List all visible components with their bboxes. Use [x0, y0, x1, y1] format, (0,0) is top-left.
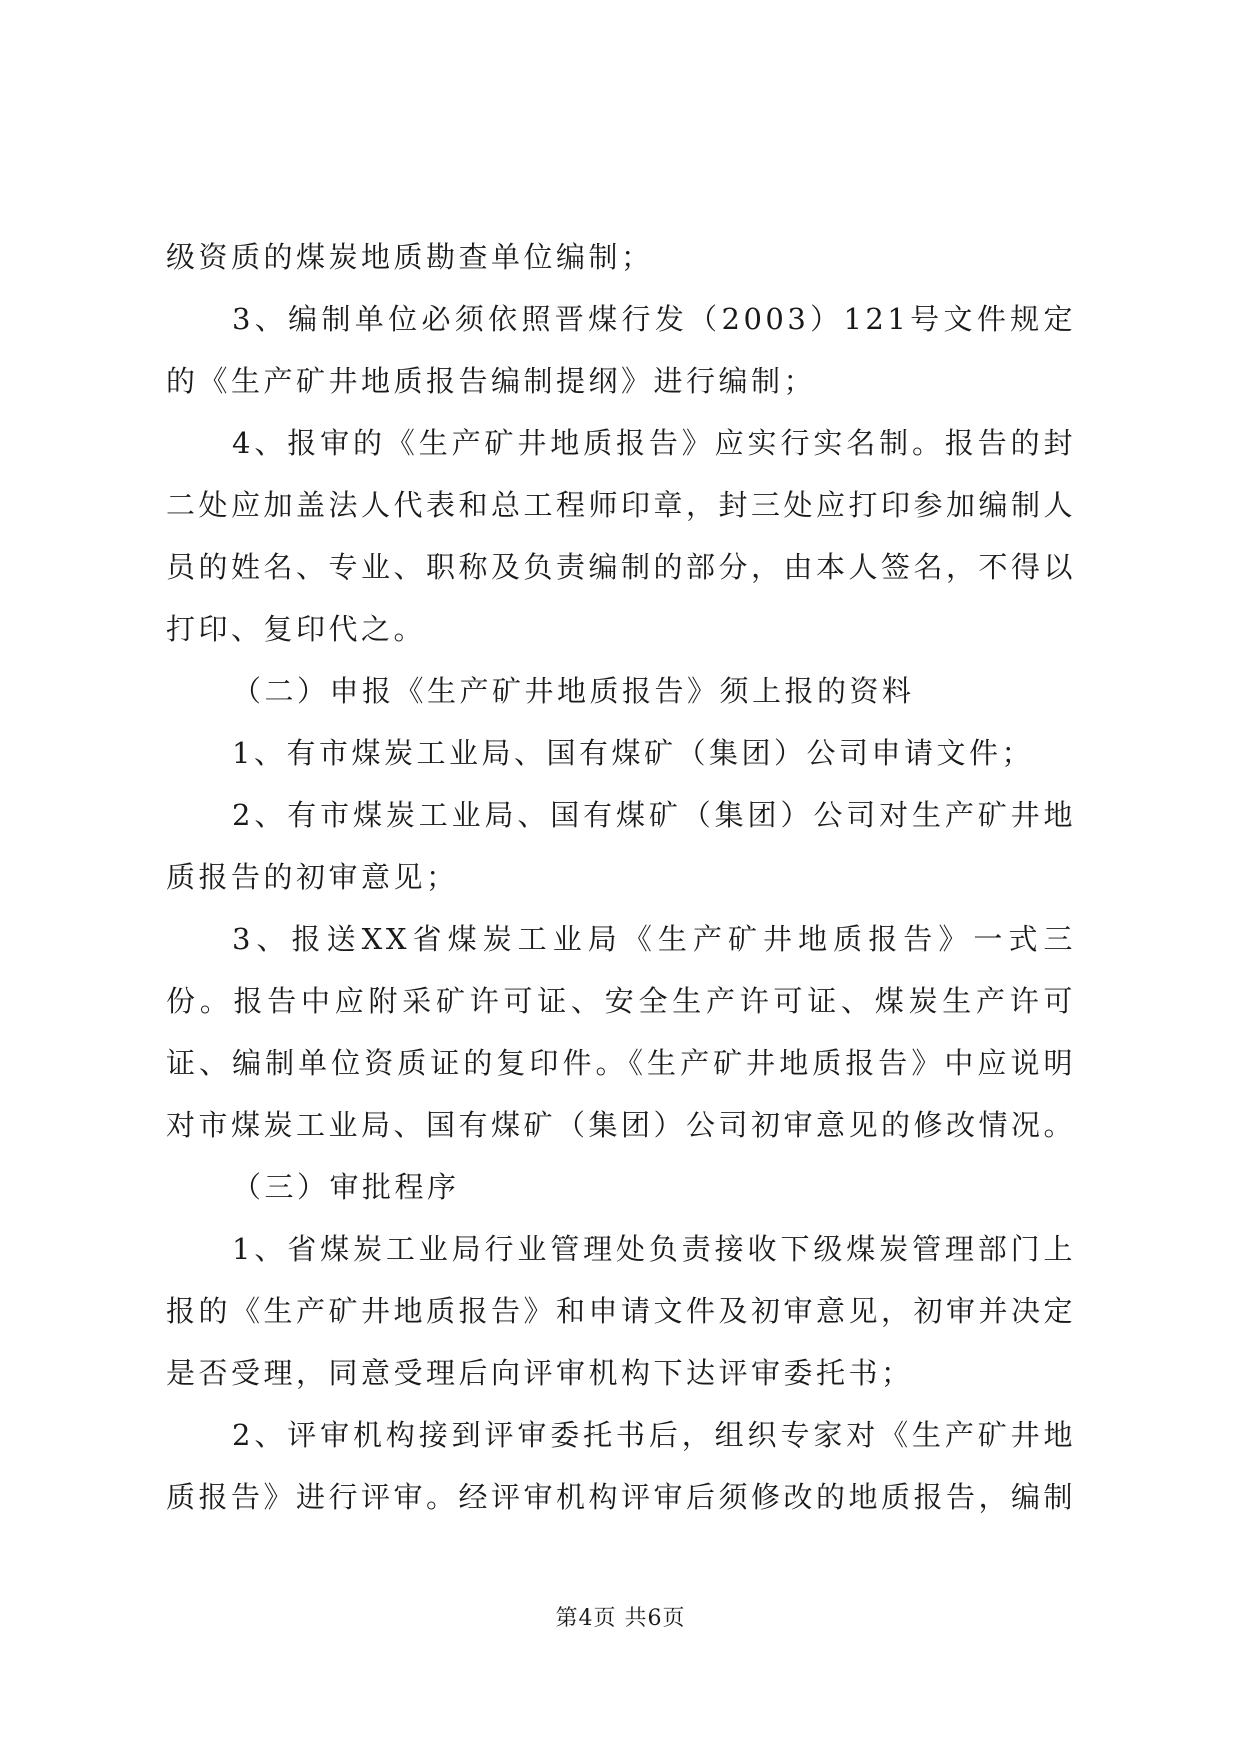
paragraph-item-2: 2、有市煤炭工业局、国有煤矿（集团）公司对生产矿井地质报告的初审意见；: [166, 798, 1076, 894]
section-heading-2: （二）申报《生产矿井地质报告》须上报的资料: [232, 674, 915, 708]
paragraph-item-3: 3、编制单位必须依照晋煤行发（2003）121号文件规定的《生产矿井地质报告编制提纲》进行编制；: [166, 302, 1076, 398]
paragraph-item-4: 4、报审的《生产矿井地质报告》应实行实名制。报告的封二处应加盖法人代表和总工程师印章，封三处应打印参加编制人员的姓名、专业、职称及负责编制的部分，由本人签名，不得以打印、复印代之。: [166, 426, 1077, 646]
section-heading-3: （三）审批程序: [232, 1170, 460, 1204]
paragraph-approval-1: 1、省煤炭工业局行业管理处负责接收下级煤炭管理部门上报的《生产矿井地质报告》和申请文件及初审意见，初审并决定是否受理，同意受理后向评审机构下达评审委托书；: [166, 1232, 1077, 1390]
page-number-footer: 第4页 共6页: [555, 1606, 686, 1631]
document-body: [166, 226, 1076, 1528]
paragraph-item-1: 1、有市煤炭工业局、国有煤矿（集团）公司申请文件；: [232, 736, 1034, 770]
paragraph-continuation: 级资质的煤炭地质勘查单位编制；: [166, 240, 654, 274]
paragraph-item-3-submit: 3、报送XX省煤炭工业局《生产矿井地质报告》一式三份。报告中应附采矿许可证、安全生产许可证、煤炭生产许可证、编制单位资质证的复印件。《生产矿井地质报告》中应说明对市煤炭工业局、国有煤矿（集团）公司初审意见的修改情况。: [166, 922, 1077, 1142]
paragraph-approval-2: 2、评审机构接到评审委托书后，组织专家对《生产矿井地质报告》进行评审。经评审机构评审后须修改的地质报告，编制: [166, 1418, 1077, 1514]
